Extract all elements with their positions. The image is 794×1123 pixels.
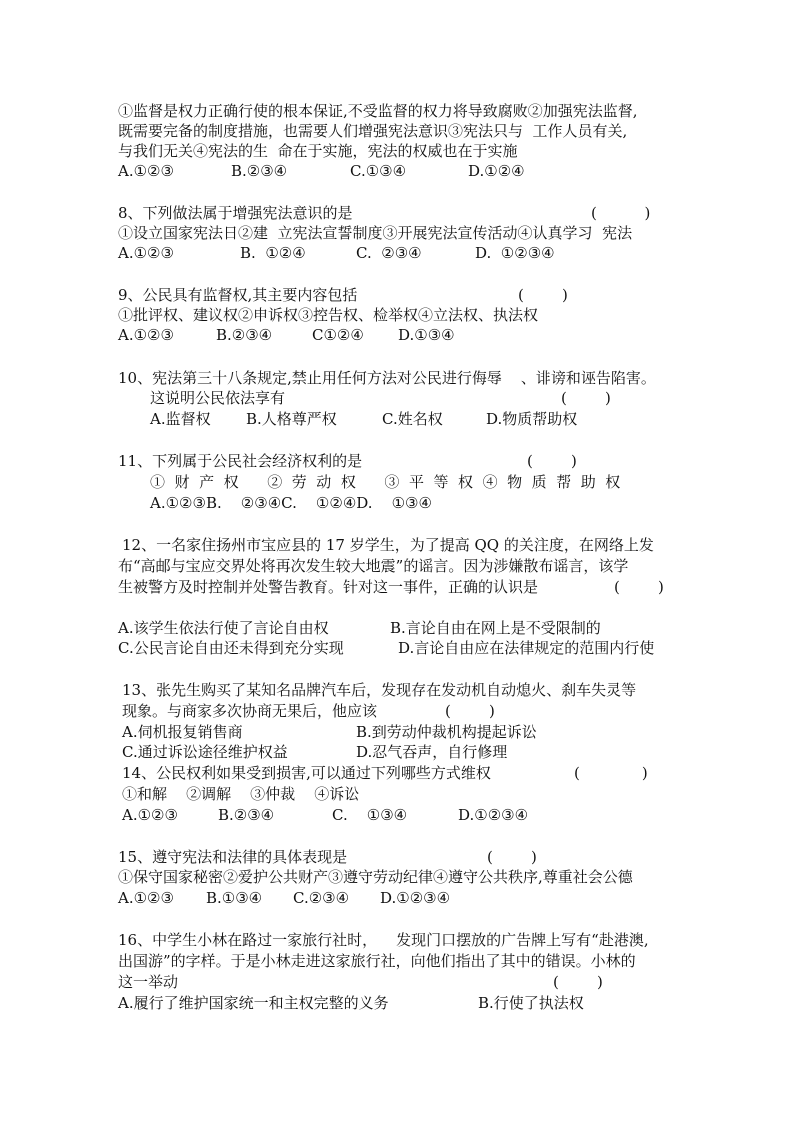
q8-items: ①设立国家宪法日②建 立宪法宣誓制度③开展宪法宣传活动④认真学习 宪法 (118, 224, 633, 242)
q8-option-c[interactable]: C. ②③④ (356, 244, 422, 262)
q15-option-b[interactable]: B.①③④ (206, 889, 263, 907)
q15-option-d[interactable]: D.①②③④ (380, 889, 451, 907)
q16-line-2: 出国游”的字样。于是小林走进这家旅行社，向他们指出了其中的错误。小林的 (118, 952, 636, 970)
q7-line-1: ①监督是权力正确行使的根本保证,不受监督的权力将导致腐败②加强宪法监督, (118, 102, 638, 120)
q9-stem: 9、公民具有监督权,其主要内容包括 (118, 286, 358, 304)
q13-line-2: 现象。与商家多次协商无果后，他应该 (122, 702, 378, 720)
q11-items: ① 财 产 权 ② 劳 动 权 ③ 平 等 权 ④ 物 质 帮 助 权 (150, 473, 621, 491)
q14-items: ①和解 ②调解 ③仲裁 ④诉讼 (122, 785, 360, 803)
q15-answer-paren: ( ) (487, 848, 537, 866)
q16-option-b[interactable]: B.行使了执法权 (478, 994, 584, 1012)
q14-option-b[interactable]: B.②③④ (218, 806, 275, 824)
q16-line-1: 16、中学生小林在路过一家旅行社时， 发现门口摆放的广告牌上写有“赴港澳, (118, 931, 649, 949)
q13-option-b[interactable]: B.到劳动仲裁机构提起诉讼 (356, 723, 537, 741)
q10-line-2: 这说明公民依法享有 (150, 389, 286, 407)
q9-option-a[interactable]: A.①②③ (118, 326, 174, 344)
q12-answer-paren: ( ) (614, 578, 664, 596)
q9-options (118, 325, 718, 345)
q7-option-c[interactable]: C.①③④ (350, 162, 407, 180)
q12-option-d[interactable]: D.言论自由应在法律规定的范围内行使 (398, 639, 655, 657)
q10-options (150, 409, 710, 429)
q13-options-row-1 (122, 722, 702, 742)
q14-option-d[interactable]: D.①②③④ (458, 806, 529, 824)
q7-options (118, 161, 718, 181)
q10-option-d[interactable]: D.物质帮助权 (486, 410, 578, 428)
q7-option-b[interactable]: B.②③④ (231, 162, 288, 180)
q7-option-d[interactable]: D.①②④ (468, 162, 525, 180)
q7-option-a[interactable]: A.①②③ (118, 162, 174, 180)
q8-options (118, 243, 718, 263)
q9-items: ①批评权、建议权②申诉权③控告权、检举权④立法权、执法权 (118, 306, 539, 324)
q8-answer-paren: ( ) (591, 204, 651, 222)
q14-stem: 14、公民权利如果受到损害,可以通过下列哪些方式维权 (122, 764, 491, 782)
q14-option-c[interactable]: C. ①③④ (332, 806, 408, 824)
q14-answer-paren: ( ) (574, 764, 648, 782)
q9-option-c[interactable]: C①②④ (312, 326, 364, 344)
q15-stem: 15、遵守宪法和法律的具体表现是 (118, 848, 348, 866)
q15-options (118, 888, 718, 908)
q7-line-2: 既需要完备的制度措施，也需要人们增强宪法意识③宪法只与 工作人员有关, (118, 122, 628, 140)
q11-answer-paren: ( ) (527, 452, 577, 470)
q16-answer-paren: ( ) (553, 973, 603, 991)
q13-option-d[interactable]: D.忍气吞声，自行修理 (356, 743, 508, 761)
q12-option-a[interactable]: A.该学生依法行使了言论自由权 (118, 619, 329, 637)
q14-options (122, 805, 702, 825)
q14-option-a[interactable]: A.①②③ (122, 806, 178, 824)
q13-options-row-2 (122, 742, 702, 762)
q12-line-1: 12、一名家住扬州市宝应县的 17 岁学生，为了提高 QQ 的关注度，在网络上发 (122, 536, 654, 554)
q12-line-2: 布“高邮与宝应交界处将再次发生较大地震”的谣言。因为涉嫌散布谣言，该学 (118, 557, 629, 575)
q13-option-a[interactable]: A.伺机报复销售商 (122, 723, 243, 741)
q16-options (118, 993, 718, 1013)
q13-answer-paren: ( ) (445, 702, 495, 720)
q12-options-row-1 (118, 618, 718, 638)
q9-answer-paren: ( ) (518, 286, 568, 304)
q8-option-a[interactable]: A.①②③ (118, 244, 174, 262)
q9-option-d[interactable]: D.①③④ (398, 326, 455, 344)
q16-option-a[interactable]: A.履行了维护国家统一和主权完整的义务 (118, 994, 389, 1012)
q12-option-c[interactable]: C.公民言论自由还未得到充分实现 (118, 639, 344, 657)
q15-option-c[interactable]: C.②③④ (293, 889, 350, 907)
q7-line-3: 与我们无关④宪法的生 命在于实施，宪法的权威也在于实施 (118, 142, 518, 160)
q13-option-c[interactable]: C.通过诉讼途径维护权益 (122, 743, 288, 761)
q8-stem: 8、下列做法属于增强宪法意识的是 (118, 204, 353, 222)
q10-answer-paren: ( ) (561, 389, 611, 407)
q10-option-a[interactable]: A.监督权 (150, 410, 211, 428)
q12-line-3: 生被警方及时控制并处警告教育。针对这一事件，正确的认识是 (118, 578, 539, 596)
q15-items: ①保守国家秘密②爱护公共财产③遵守劳动纪律④遵守公共秩序,尊重社会公德 (118, 868, 633, 886)
q10-option-b[interactable]: B.人格尊严权 (246, 410, 337, 428)
q13-line-1: 13、张先生购买了某知名品牌汽车后，发现存在发动机自动熄火、刹车失灵等 (122, 681, 637, 699)
q15-option-a[interactable]: A.①②③ (118, 889, 174, 907)
q8-option-b[interactable]: B. ①②④ (240, 244, 306, 262)
q10-line-1: 10、宪法第三十八条规定,禁止用任何方法对公民进行侮辱 、诽谤和诬告陷害。 (118, 369, 656, 387)
q10-option-c[interactable]: C.姓名权 (382, 410, 443, 428)
q12-option-b[interactable]: B.言论自由在网上是不受限制的 (390, 619, 601, 637)
q16-line-3: 这一举动 (118, 973, 179, 991)
q11-options[interactable]: A.①②③B. ②③④C. ①②④D. ①③④ (150, 494, 432, 512)
q8-option-d[interactable]: D. ①②③④ (475, 244, 555, 262)
q9-option-b[interactable]: B.②③④ (216, 326, 273, 344)
q12-options-row-2 (118, 638, 718, 658)
q11-stem: 11、下列属于公民社会经济权利的是 (118, 452, 363, 470)
